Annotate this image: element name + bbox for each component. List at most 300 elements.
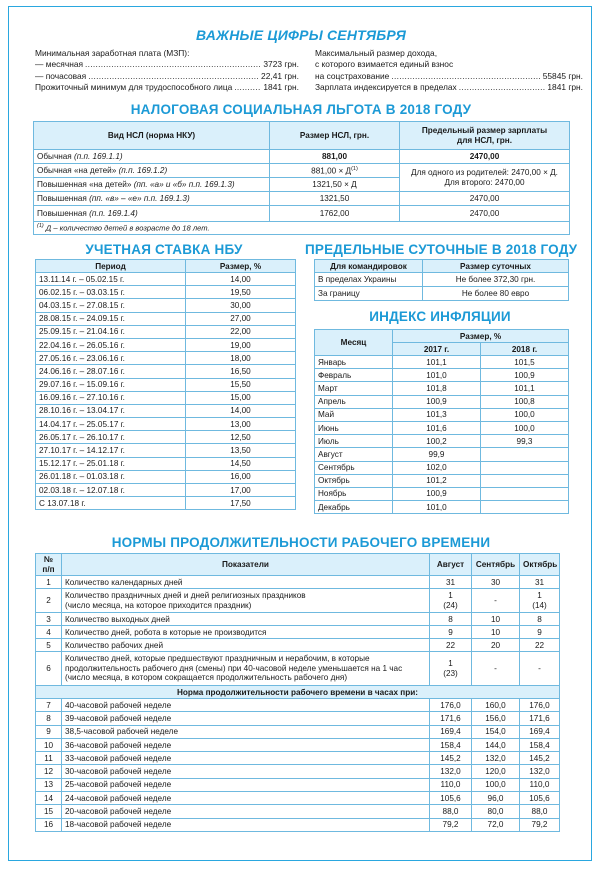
table-row: [36, 589, 560, 613]
nbu-rate: 19,00: [186, 338, 296, 351]
norms-row-september: 154,0: [472, 725, 520, 738]
table-row: [36, 792, 560, 805]
norms-row-label-2: (число месяца, на которое приходится праздник): [65, 600, 252, 610]
inflation-month: Декабрь: [315, 501, 393, 514]
norms-row-label: Количество рабочих дней: [62, 639, 430, 652]
table-row: [315, 421, 569, 434]
nbu-rate: 19,50: [186, 286, 296, 299]
inflation-2017: 101,0: [393, 369, 481, 382]
nsl-footnote: [34, 222, 570, 235]
inflation-month: Май: [315, 408, 393, 421]
norms-row-number: 6: [36, 652, 62, 686]
inflation-header-month: Месяц: [315, 330, 393, 356]
norms-row-september: 132,0: [472, 752, 520, 765]
norms-row-label-2: продолжительность рабочего дня (смены) при 40-часовой неделе уменьшается на 1 час: [65, 663, 403, 673]
nsl-row-type: [34, 178, 270, 192]
esv-line1: Максимальный размер дохода,: [315, 48, 438, 58]
norms-row-september: 10: [472, 626, 520, 639]
inflation-header-year-2017: 2017 г.: [393, 343, 481, 356]
inflation-2017: 101,8: [393, 382, 481, 395]
inflation-2018: [481, 461, 569, 474]
nsl-row-name: Повышенная: [37, 194, 87, 203]
norms-row-october: 22: [520, 639, 560, 652]
nsl-row-size: 1321,50 × Д: [270, 178, 400, 192]
norms-header-number: [36, 554, 62, 576]
table-row: [315, 435, 569, 448]
table-row: [36, 725, 560, 738]
inflation-2018: [481, 487, 569, 500]
inflation-2018: 100,0: [481, 421, 569, 434]
nbu-period: 14.04.17 г. – 25.05.17 г.: [36, 418, 186, 431]
nbu-period: 29.07.16 г. – 15.09.16 г.: [36, 378, 186, 391]
nbu-rate: 27,00: [186, 312, 296, 325]
esv-line4: [315, 82, 583, 93]
nsl-row-limit: 2470,00: [400, 206, 570, 222]
nbu-period: 04.03.15 г. – 27.08.15 г.: [36, 299, 186, 312]
norms-row-label: 36-часовой рабочей неделе: [62, 738, 430, 751]
table-row: [315, 461, 569, 474]
inflation-2018: [481, 448, 569, 461]
nbu-rate: 14,50: [186, 457, 296, 470]
norms-row-august: 145,2: [430, 752, 472, 765]
norms-row-label: 30-часовой рабочей неделе: [62, 765, 430, 778]
table-row: [36, 444, 296, 457]
nbu-period: 06.02.15 г. – 03.03.15 г.: [36, 286, 186, 299]
nbu-period: 27.05.16 г. – 23.06.16 г.: [36, 352, 186, 365]
table-row: [315, 448, 569, 461]
inflation-2017: 100,9: [393, 487, 481, 500]
nsl-header-size: Размер НСЛ, грн.: [270, 122, 400, 150]
mzp-monthly-label: — месячная: [35, 59, 84, 70]
norms-row-september: 10: [472, 613, 520, 626]
norms-row-october: 169,4: [520, 725, 560, 738]
nbu-rate: 16,00: [186, 470, 296, 483]
norms-header-pp: п/п: [42, 564, 55, 574]
nbu-period: 15.12.17 г. – 25.01.18 г.: [36, 457, 186, 470]
nsl-row-size-value: 881,00 × Д: [311, 166, 352, 176]
norms-row-number: 14: [36, 792, 62, 805]
norms-row-october: 145,2: [520, 752, 560, 765]
nbu-rate: 18,00: [186, 352, 296, 365]
norms-row-august-date: (24): [443, 600, 458, 610]
table-row: [36, 765, 560, 778]
per-diem-amount: Не более 80 евро: [423, 287, 569, 301]
mzp-subsistence: [35, 82, 299, 93]
norms-row-number: 13: [36, 778, 62, 791]
nsl-row-name: Повышенная «на детей»: [37, 180, 132, 189]
norms-title: НОРМЫ ПРОДОЛЖИТЕЛЬНОСТИ РАБОЧЕГО ВРЕМЕНИ: [111, 535, 491, 550]
nsl-header-limit: [400, 122, 570, 150]
nbu-table: [35, 259, 296, 510]
table-row: [315, 501, 569, 514]
nbu-period: 22.04.16 г. – 26.05.16 г.: [36, 338, 186, 351]
norms-row-september: 160,0: [472, 699, 520, 712]
table-row: [315, 474, 569, 487]
inflation-month: Ноябрь: [315, 487, 393, 500]
norms-row-label: 18-часовой рабочей неделе: [62, 818, 430, 831]
nsl-merged-limit: [400, 164, 570, 192]
page: [8, 6, 592, 861]
norms-row-label-1: Количество праздничных дней и дней религиозных праздников: [65, 590, 306, 600]
norms-header-no: №: [43, 554, 54, 564]
norms-row-august: 110,0: [430, 778, 472, 791]
norms-row-september: 20: [472, 639, 520, 652]
table-row: [36, 805, 560, 818]
nbu-period: 26.05.17 г. – 26.10.17 г.: [36, 431, 186, 444]
mzp-subsistence-value: 1841 грн.: [263, 81, 299, 92]
inflation-2018: 99,3: [481, 435, 569, 448]
per-diem-table: [314, 259, 569, 301]
norms-row-label: 40-часовой рабочей неделе: [62, 699, 430, 712]
norms-row-label-1: Количество дней, которые предшествуют праздничным и нерабочим, в которые: [65, 654, 370, 664]
table-row: [36, 484, 296, 497]
norms-row-number: 3: [36, 613, 62, 626]
inflation-month: Апрель: [315, 395, 393, 408]
norms-row-number: 9: [36, 725, 62, 738]
table-row: [36, 652, 560, 686]
table-row: [315, 287, 569, 301]
mzp-monthly-value: 3723 грн.: [263, 59, 299, 70]
table-row: [36, 613, 560, 626]
inflation-2017: 100,2: [393, 435, 481, 448]
nsl-row-limit: 2470,00: [400, 150, 570, 164]
nbu-rate: 15,00: [186, 391, 296, 404]
table-row: [315, 395, 569, 408]
nsl-row-name: Повышенная: [37, 209, 87, 218]
nsl-header-type: Вид НСЛ (норма НКУ): [34, 122, 270, 150]
per-diem-amount: Не более 372,30 грн.: [423, 273, 569, 287]
nsl-row-name: Обычная «на детей»: [37, 166, 117, 175]
norms-row-october: 9: [520, 626, 560, 639]
nbu-header-period: Период: [36, 260, 186, 273]
nbu-rate: 13,50: [186, 444, 296, 457]
nsl-row-sup: (1): [351, 165, 358, 172]
norms-row-september: 156,0: [472, 712, 520, 725]
norms-row-number: 7: [36, 699, 62, 712]
inflation-month: Август: [315, 448, 393, 461]
norms-row-october: 132,0: [520, 765, 560, 778]
norms-row-october: 158,4: [520, 738, 560, 751]
nsl-row-type: [34, 206, 270, 222]
norms-header-august: Август: [430, 554, 472, 576]
nsl-row: [34, 192, 570, 206]
table-row: [36, 818, 560, 831]
nsl-row-ref: (п.п. 169.1.1): [74, 152, 123, 161]
norms-row-number: 15: [36, 805, 62, 818]
norms-row-august: 88,0: [430, 805, 472, 818]
nbu-period: 28.08.15 г. – 24.09.15 г.: [36, 312, 186, 325]
inflation-month: Июнь: [315, 421, 393, 434]
table-row: [315, 369, 569, 382]
nbu-period: 13.11.14 г. – 05.02.15 г.: [36, 273, 186, 286]
inflation-2017: 100,9: [393, 395, 481, 408]
norms-row-number: 4: [36, 626, 62, 639]
mzp-block: [35, 48, 299, 93]
esv-block: [315, 48, 583, 93]
table-row: [315, 487, 569, 500]
norms-row-label: 25-часовой рабочей неделе: [62, 778, 430, 791]
nbu-rate: 17,00: [186, 484, 296, 497]
nsl-row-ref: (пп. «в» – «е» п.п. 169.1.3): [89, 194, 190, 203]
mzp-hourly-label: — почасовая: [35, 70, 87, 81]
inflation-2017: 101,6: [393, 421, 481, 434]
per-diem-header-size: Размер суточных: [423, 260, 569, 273]
norms-header-october: Октябрь: [520, 554, 560, 576]
inflation-month: Июль: [315, 435, 393, 448]
nbu-rate: 14,00: [186, 273, 296, 286]
norms-subheader: Норма продолжительности рабочего времени в часах при:: [36, 686, 560, 699]
nbu-period: 25.09.15 г. – 21.04.16 г.: [36, 325, 186, 338]
norms-row-august: 176,0: [430, 699, 472, 712]
nbu-rate: 17,50: [186, 497, 296, 510]
nsl-title: НАЛОГОВАЯ СОЦИАЛЬНАЯ ЛЬГОТА В 2018 ГОДУ: [130, 102, 472, 117]
inflation-month: Октябрь: [315, 474, 393, 487]
nsl-row-size: 1762,00: [270, 206, 400, 222]
norms-row-august: 132,0: [430, 765, 472, 778]
nbu-period: 27.10.17 г. – 14.12.17 г.: [36, 444, 186, 457]
table-row: [36, 576, 560, 589]
table-row: [36, 273, 296, 286]
norms-row-number: 8: [36, 712, 62, 725]
nsl-row-size: 1321,50: [270, 192, 400, 206]
norms-row-label: 38,5-часовой рабочей неделе: [62, 725, 430, 738]
nsl-row: [34, 206, 570, 222]
inflation-title: ИНДЕКС ИНФЛЯЦИИ: [369, 309, 511, 324]
nsl-header-limit-2: для НСЛ, грн.: [457, 135, 512, 145]
per-diem-header-trip: Для командировок: [315, 260, 423, 273]
norms-row-august: 105,6: [430, 792, 472, 805]
table-row: [36, 352, 296, 365]
nbu-header-size: Размер, %: [186, 260, 296, 273]
norms-row-august: 22: [430, 639, 472, 652]
norms-row-label: [62, 652, 430, 686]
nbu-rate: 16,50: [186, 365, 296, 378]
table-row: [36, 497, 296, 510]
nbu-period: С 13.07.18 г.: [36, 497, 186, 510]
norms-row-label: 20-часовой рабочей неделе: [62, 805, 430, 818]
nsl-row: [34, 164, 570, 178]
norms-row-october-value: 1: [537, 590, 542, 600]
nbu-rate: 15,50: [186, 378, 296, 391]
norms-row-september: -: [472, 589, 520, 613]
norms-row-august: [430, 652, 472, 686]
table-row: [36, 325, 296, 338]
inflation-header-year-2018: 2018 г.: [481, 343, 569, 356]
norms-row-october: 79,2: [520, 818, 560, 831]
norms-row-september: 80,0: [472, 805, 520, 818]
nsl-footnote-text: Д – количество детей в возрасте до 18 лет.: [45, 223, 210, 233]
inflation-2018: [481, 501, 569, 514]
inflation-2018: 100,9: [481, 369, 569, 382]
nbu-period: 28.10.16 г. – 13.04.17 г.: [36, 404, 186, 417]
norms-row-october: [520, 589, 560, 613]
esv-line2: с которого взимается единый взнос: [315, 59, 454, 70]
inflation-2018: 100,8: [481, 395, 569, 408]
inflation-2017: 101,3: [393, 408, 481, 421]
table-row: [36, 778, 560, 791]
inflation-2018: 101,5: [481, 356, 569, 369]
inflation-table: [314, 329, 569, 514]
mzp-hourly: [35, 71, 299, 82]
nsl-merged-limit-1: Для одного из родителей: 2470,00 × Д.: [411, 167, 558, 177]
norms-row-label: 39-часовой рабочей неделе: [62, 712, 430, 725]
norms-row-number: 12: [36, 765, 62, 778]
table-row: [36, 338, 296, 351]
nsl-row-type: [34, 150, 270, 164]
table-row: [36, 626, 560, 639]
table-row: [36, 286, 296, 299]
mzp-hourly-value: 22,41 грн.: [261, 70, 299, 81]
norms-row-label: Количество календарных дней: [62, 576, 430, 589]
table-row: [315, 408, 569, 421]
norms-row-october-date: (14): [532, 600, 547, 610]
table-row: [36, 391, 296, 404]
nbu-rate: 13,00: [186, 418, 296, 431]
nbu-period: 02.03.18 г. – 12.07.18 г.: [36, 484, 186, 497]
per-diem-title: ПРЕДЕЛЬНЫЕ СУТОЧНЫЕ В 2018 ГОДУ: [305, 242, 578, 257]
inflation-month: Январь: [315, 356, 393, 369]
norms-row-october: -: [520, 652, 560, 686]
norms-row-october: 8: [520, 613, 560, 626]
norms-row-august: 169,4: [430, 725, 472, 738]
table-row: [315, 273, 569, 287]
table-row: [36, 738, 560, 751]
norms-row-number: 2: [36, 589, 62, 613]
norms-row-number: 1: [36, 576, 62, 589]
norms-row-october: 105,6: [520, 792, 560, 805]
page-title: ВАЖНЫЕ ЦИФРЫ СЕНТЯБРЯ: [195, 27, 407, 43]
table-row: [36, 404, 296, 417]
nsl-footnote-row: [34, 222, 570, 235]
norms-row-number: 5: [36, 639, 62, 652]
norms-header-indicator: Показатели: [62, 554, 430, 576]
norms-row-september: 72,0: [472, 818, 520, 831]
mzp-subsistence-label: Прожиточный минимум для трудоспособного лица: [35, 81, 233, 92]
esv-line3-label: на соцстрахование: [315, 70, 390, 81]
norms-row-label: 33-часовой рабочей неделе: [62, 752, 430, 765]
table-row: [36, 639, 560, 652]
nbu-period: 16.09.16 г. – 27.10.16 г.: [36, 391, 186, 404]
nsl-row-limit: 2470,00: [400, 192, 570, 206]
norms-row-september: 96,0: [472, 792, 520, 805]
nsl-footnote-mark: (1): [37, 223, 44, 230]
table-row: [36, 699, 560, 712]
table-row: [315, 356, 569, 369]
per-diem-destination: В пределах Украины: [315, 273, 423, 287]
nbu-period: 26.01.18 г. – 01.03.18 г.: [36, 470, 186, 483]
inflation-2017: 101,2: [393, 474, 481, 487]
norms-row-september: 30: [472, 576, 520, 589]
table-row: [36, 457, 296, 470]
norms-row-august: 8: [430, 613, 472, 626]
nsl-row-type: [34, 192, 270, 206]
norms-row-number: 16: [36, 818, 62, 831]
norms-row-september: 120,0: [472, 765, 520, 778]
norms-row-august: 79,2: [430, 818, 472, 831]
table-row: [36, 712, 560, 725]
norms-row-august-date: (23): [443, 668, 458, 678]
nsl-row: [34, 150, 570, 164]
inflation-header-size: Размер, %: [393, 330, 569, 343]
norms-row-october: 171,6: [520, 712, 560, 725]
mzp-monthly: [35, 59, 299, 70]
inflation-month: Март: [315, 382, 393, 395]
norms-row-october: 88,0: [520, 805, 560, 818]
table-row: [36, 378, 296, 391]
norms-row-august-value: 1: [448, 590, 453, 600]
nsl-row-ref: (пп. «а» и «б» п.п. 169.1.3): [133, 180, 235, 189]
inflation-2017: 101,1: [393, 356, 481, 369]
norms-header-september: Сентябрь: [472, 554, 520, 576]
esv-line3-value: 55845 грн.: [542, 70, 583, 81]
norms-row-october: 31: [520, 576, 560, 589]
norms-row-august: [430, 589, 472, 613]
norms-row-label: [62, 589, 430, 613]
norms-row-label-3: (число месяца, в котором сокращается продолжительность рабочего дня): [65, 673, 348, 683]
norms-row-label: Количество дней, робота в которые не производится: [62, 626, 430, 639]
nbu-rate: 30,00: [186, 299, 296, 312]
norms-row-label: 24-часовой рабочей неделе: [62, 792, 430, 805]
norms-row-october: 110,0: [520, 778, 560, 791]
inflation-month: Февраль: [315, 369, 393, 382]
inflation-2017: 99,9: [393, 448, 481, 461]
table-row: [36, 418, 296, 431]
per-diem-destination: За границу: [315, 287, 423, 301]
nsl-header-limit-1: Предельный размер зарплаты: [421, 125, 548, 135]
esv-line4-label: Зарплата индексируется в пределах: [315, 81, 457, 92]
table-row: [315, 382, 569, 395]
table-row: [36, 299, 296, 312]
norms-table: [35, 553, 560, 832]
norms-row-number: 11: [36, 752, 62, 765]
nsl-row-name: Обычная: [37, 152, 72, 161]
inflation-2018: 100,0: [481, 408, 569, 421]
norms-row-august: 31: [430, 576, 472, 589]
norms-row-august: 9: [430, 626, 472, 639]
nbu-rate: 22,00: [186, 325, 296, 338]
table-row: [36, 365, 296, 378]
esv-line4-value: 1841 грн.: [547, 81, 583, 92]
table-row: [36, 431, 296, 444]
nsl-row-size: 881,00: [270, 150, 400, 164]
mzp-caption: Минимальная заработная плата (МЗП):: [35, 48, 190, 58]
nsl-table: [33, 121, 570, 235]
nbu-rate: 14,00: [186, 404, 296, 417]
inflation-2017: 101,0: [393, 501, 481, 514]
inflation-month: Сентябрь: [315, 461, 393, 474]
norms-row-number: 10: [36, 738, 62, 751]
inflation-2017: 102,0: [393, 461, 481, 474]
nbu-rate: 12,50: [186, 431, 296, 444]
table-row: [36, 752, 560, 765]
nsl-row-ref: (п.п. 169.1.2): [118, 166, 168, 175]
norms-row-september: 144,0: [472, 738, 520, 751]
norms-row-august: 158,4: [430, 738, 472, 751]
norms-row-october: 176,0: [520, 699, 560, 712]
nsl-row-type: [34, 164, 270, 178]
norms-subheader-row: [36, 686, 560, 699]
norms-row-september: -: [472, 652, 520, 686]
nbu-period: 24.06.16 г. – 28.07.16 г.: [36, 365, 186, 378]
norms-row-label: Количество выходных дней: [62, 613, 430, 626]
nbu-title: УЧЕТНАЯ СТАВКА НБУ: [85, 242, 243, 257]
table-row: [36, 312, 296, 325]
table-row: [36, 470, 296, 483]
esv-line3: [315, 71, 583, 82]
norms-row-august: 171,6: [430, 712, 472, 725]
nsl-row-ref: (п.п. 169.1.4): [89, 209, 138, 218]
norms-row-september: 100,0: [472, 778, 520, 791]
